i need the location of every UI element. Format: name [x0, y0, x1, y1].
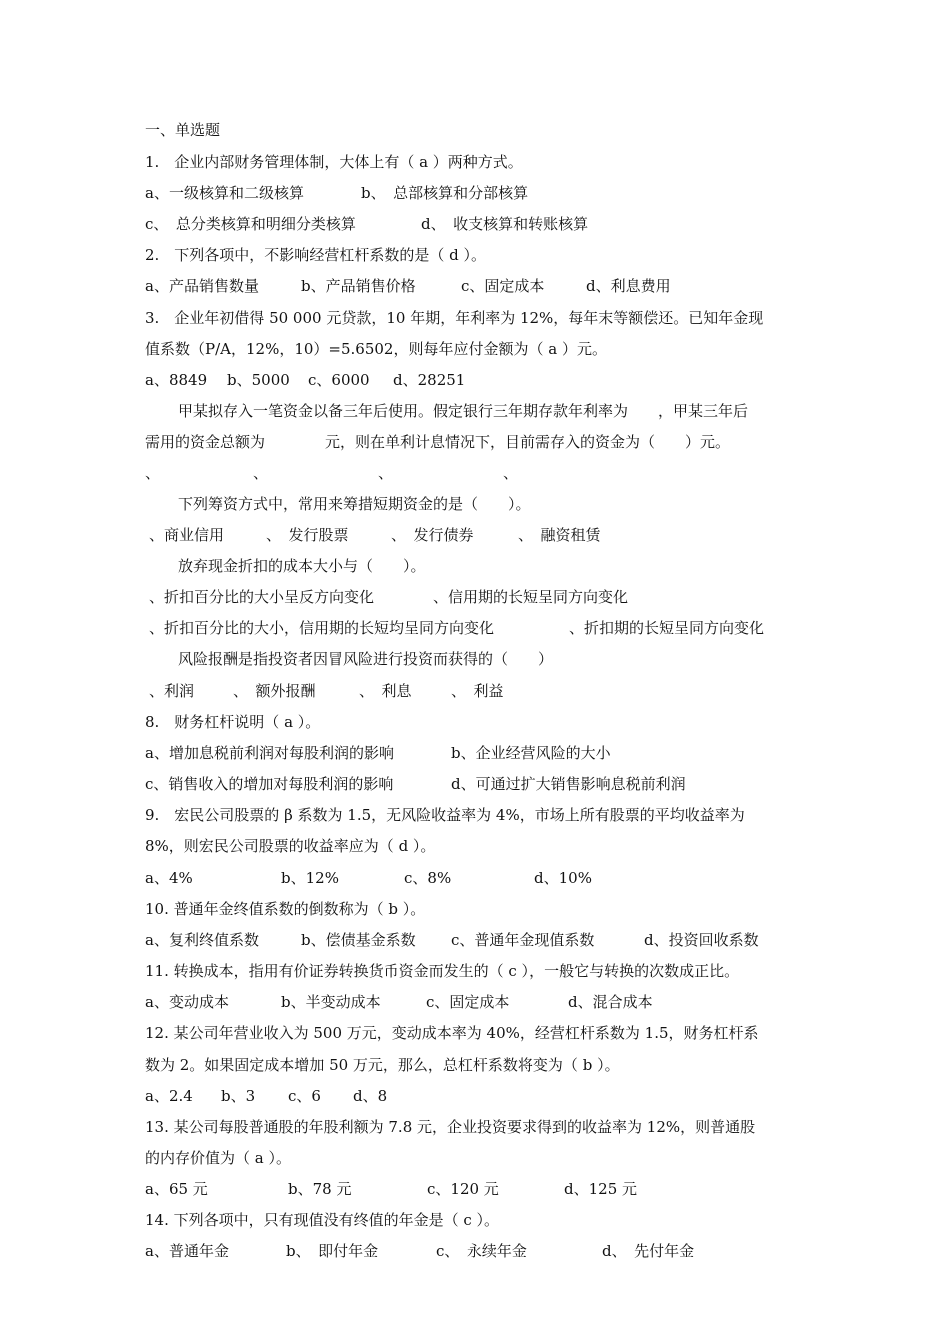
option-a: a、65 元 — [145, 1180, 208, 1198]
question-6-options — [145, 587, 810, 609]
option-c: c、 永续年金 — [436, 1242, 527, 1260]
question-11: 11. 转换成本，指用有价证券转换货币资金而发生的（ c ），一般它与转换的次数成正比。 — [145, 962, 740, 980]
option-a: a、2.4 — [145, 1087, 193, 1105]
question-5: 下列筹资方式中，常用来筹措短期资金的是（ ）。 — [178, 495, 531, 513]
question-2-options — [145, 276, 810, 298]
option-c: c、销售收入的增加对每股利润的影响 — [145, 775, 394, 793]
option-d: d、 先付年金 — [602, 1242, 695, 1260]
option-c: c、固定成本 — [426, 993, 510, 1011]
question-7-options — [145, 681, 810, 703]
option-d: d、 收支核算和转账核算 — [421, 215, 589, 233]
option-a: a、普通年金 — [145, 1242, 229, 1260]
option-a: 、商业信用 — [149, 526, 225, 544]
option-b: 、 — [253, 464, 269, 482]
question-8: 8. 财务杠杆说明（ a ）。 — [145, 713, 321, 731]
question-8-options-2 — [145, 774, 810, 796]
option-a: a、产品销售数量 — [145, 277, 259, 295]
option-b: b、 即付年金 — [286, 1242, 379, 1260]
option-a: a、变动成本 — [145, 993, 229, 1011]
option-b: b、产品销售价格 — [301, 277, 416, 295]
option-a: a、增加息税前利润对每股利润的影响 — [145, 744, 394, 762]
question-9-line-2: 8%，则宏民公司股票的收益率应为（ d ）。 — [145, 837, 436, 855]
question-1-options-2 — [145, 214, 810, 236]
option-a: a、复利终值系数 — [145, 931, 259, 949]
option-c: c、普通年金现值系数 — [451, 931, 595, 949]
question-3-line-2: 值系数（P/A，12%，10）=5.6502，则每年应付金额为（ a ）元。 — [145, 340, 607, 358]
option-b: b、企业经营风险的大小 — [451, 744, 611, 762]
option-d: d、利息费用 — [586, 277, 671, 295]
option-c: c、固定成本 — [461, 277, 545, 295]
question-12-line-2: 数为 2。如果固定成本增加 50 万元，那么，总杠杆系数将变为（ b ）。 — [145, 1056, 620, 1074]
question-5-options — [145, 525, 810, 547]
option-c: c、120 元 — [427, 1180, 499, 1198]
option-d: d、混合成本 — [568, 993, 653, 1011]
option-c: c、6000 — [308, 371, 370, 389]
question-10-options — [145, 930, 810, 952]
option-d: d、10% — [534, 869, 592, 887]
option-d: d、28251 — [393, 371, 466, 389]
question-4-line-1: 甲某拟存入一笔资金以备三年后使用。假定银行三年期存款年利率为 ，甲某三年后 — [178, 402, 749, 420]
question-8-options — [145, 743, 810, 765]
question-10: 10. 普通年金终值系数的倒数称为（ b ）。 — [145, 900, 426, 918]
option-d: 、 — [503, 464, 519, 482]
option-c: 、折扣百分比的大小，信用期的长短均呈同方向变化 — [149, 619, 495, 637]
option-a: 、利润 — [149, 682, 195, 700]
question-4-options — [145, 463, 810, 485]
option-d: d、投资回收系数 — [644, 931, 759, 949]
option-d: d、125 元 — [564, 1180, 638, 1198]
option-b: b、半变动成本 — [281, 993, 381, 1011]
option-a: a、一级核算和二级核算 — [145, 184, 304, 202]
question-13-line-2: 的内存价值为（ a ）。 — [145, 1149, 291, 1167]
question-9-options — [145, 868, 810, 890]
option-b: b、3 — [221, 1087, 256, 1105]
question-3-options — [145, 370, 810, 392]
question-1-options — [145, 183, 810, 205]
question-14: 14. 下列各项中，只有现值没有终值的年金是（ c ）。 — [145, 1211, 500, 1229]
option-b: 、 发行股票 — [266, 526, 349, 544]
option-b: 、 额外报酬 — [233, 682, 316, 700]
question-11-options — [145, 992, 810, 1014]
section-title: 一、单选题 — [145, 121, 221, 139]
question-7: 风险报酬是指投资者因冒风险进行投资而获得的（ ） — [178, 650, 554, 668]
question-9-line-1: 9. 宏民公司股票的 β 系数为 1.5，无风险收益率为 4%，市场上所有股票的平均收益率为 — [145, 806, 745, 824]
option-d: 、折扣期的长短呈同方向变化 — [569, 619, 765, 637]
option-c: c、6 — [288, 1087, 321, 1105]
option-b: b、12% — [281, 869, 339, 887]
question-6: 放弃现金折扣的成本大小与（ ）。 — [178, 557, 426, 575]
question-4-line-2: 需用的资金总额为 元，则在单利计息情况下，目前需存入的资金为（ ）元。 — [145, 433, 731, 451]
option-b: b、 总部核算和分部核算 — [361, 184, 529, 202]
option-c: c、 总分类核算和明细分类核算 — [145, 215, 356, 233]
question-13-options — [145, 1179, 810, 1201]
option-d: 、 利益 — [451, 682, 504, 700]
option-b: 、信用期的长短呈同方向变化 — [433, 588, 629, 606]
option-a: 、 — [145, 464, 161, 482]
question-12-line-1: 12. 某公司年营业收入为 500 万元，变动成本率为 40%，经营杠杆系数为 1.5，财务杠杆系 — [145, 1024, 759, 1042]
option-c: 、 利息 — [359, 682, 412, 700]
option-a: a、4% — [145, 869, 193, 887]
option-a: a、8849 — [145, 371, 208, 389]
option-d: d、可通过扩大销售影响息税前利润 — [451, 775, 686, 793]
question-3-line-1: 3. 企业年初借得 50 000 元贷款，10 年期，年利率为 12%，每年末等额偿还。已知年金现 — [145, 309, 764, 327]
option-b: b、偿债基金系数 — [301, 931, 416, 949]
option-c: c、8% — [404, 869, 452, 887]
option-c: 、 — [378, 464, 394, 482]
question-14-options — [145, 1241, 810, 1263]
question-6-options-2 — [145, 618, 810, 640]
question-2: 2. 下列各项中，不影响经营杠杆系数的是（ d ）。 — [145, 246, 486, 264]
option-b: b、78 元 — [288, 1180, 352, 1198]
option-a: 、折扣百分比的大小呈反方向变化 — [149, 588, 375, 606]
option-c: 、 发行债券 — [391, 526, 474, 544]
question-12-options — [145, 1086, 810, 1108]
option-b: b、5000 — [227, 371, 290, 389]
question-13-line-1: 13. 某公司每股普通股的年股利额为 7.8 元，企业投资要求得到的收益率为 12%，则普通股 — [145, 1118, 756, 1136]
option-d: d、8 — [353, 1087, 388, 1105]
question-1: 1. 企业内部财务管理体制，大体上有（ a ）两种方式。 — [145, 153, 523, 171]
option-d: 、 融资租赁 — [518, 526, 601, 544]
